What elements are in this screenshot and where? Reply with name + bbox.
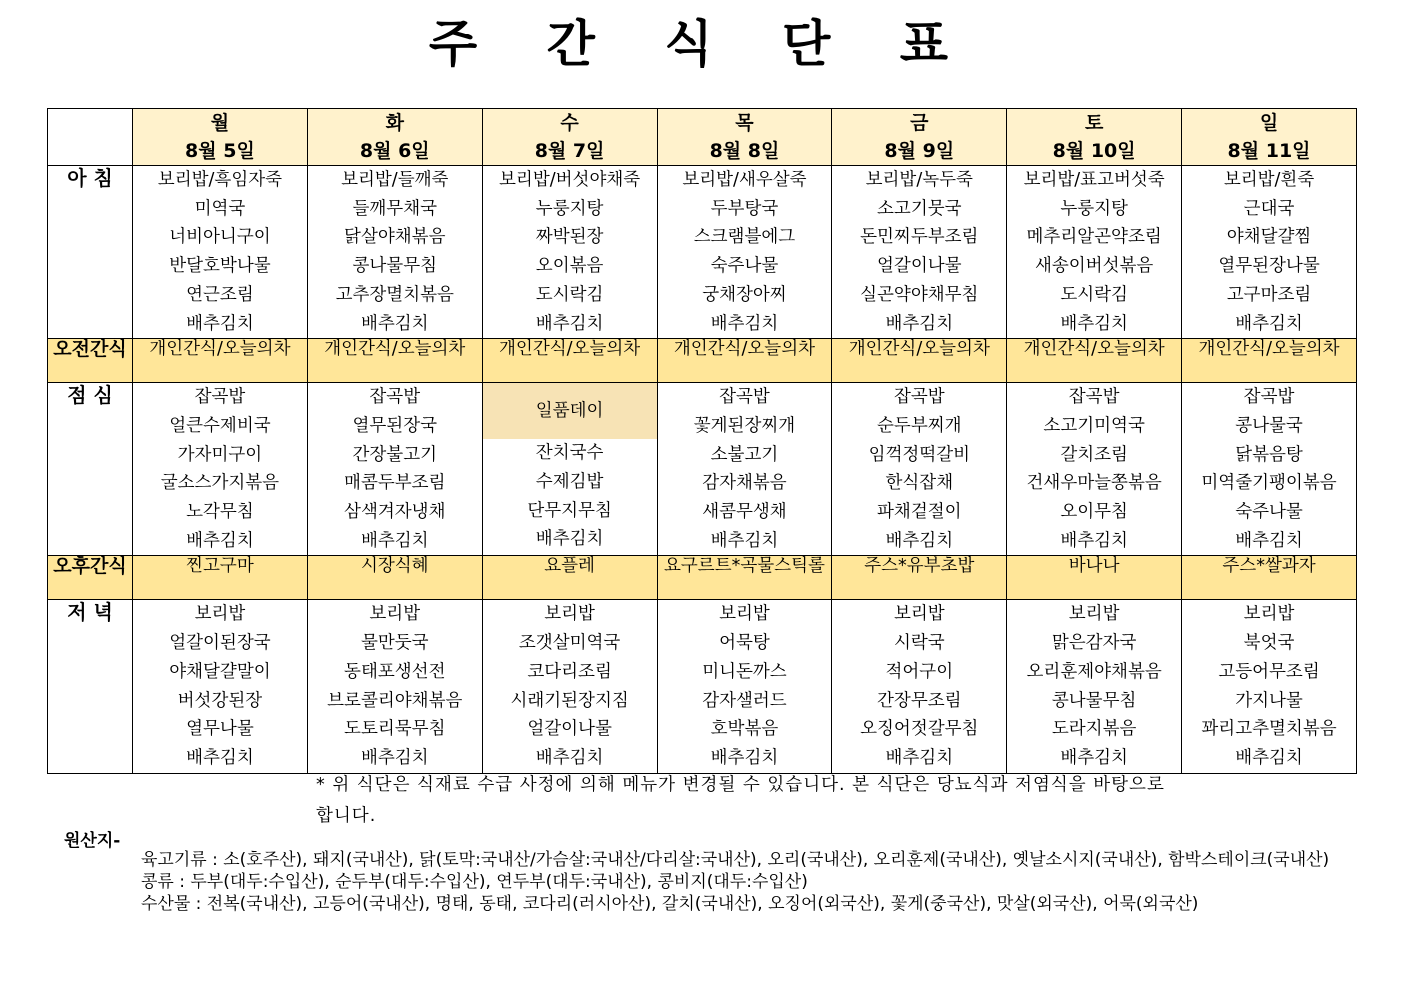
menu-item: 새콤무생채 [702, 502, 787, 523]
menu-item: 반달호박나물 [169, 256, 271, 277]
day-date: 8월 7일 [534, 140, 605, 162]
am-snack-cell: 개인간식/오늘의차 [133, 339, 308, 383]
dinner-label: 저 녁 [48, 600, 133, 773]
lunch-label: 점 심 [48, 383, 133, 556]
lunch-cell [133, 383, 308, 556]
menu-item: 시락국 [893, 633, 945, 654]
menu-item: 야채달걀찜 [1226, 227, 1312, 248]
menu-item: 얼갈이된장국 [169, 633, 271, 654]
menu-item: 배추김치 [535, 747, 604, 768]
menu-item: 얼큰수제비국 [169, 415, 271, 436]
breakfast-cell [307, 166, 482, 339]
menu-item: 브로콜리야채볶음 [327, 690, 463, 711]
menu-item: 간장무조림 [877, 690, 962, 711]
menu-item: 배추김치 [186, 530, 254, 551]
menu-item: 짜박된장 [535, 227, 604, 248]
menu-item: 호박볶음 [710, 719, 779, 740]
menu-item: 가지나물 [1235, 690, 1303, 711]
day-name: 목 [735, 112, 754, 134]
menu-item: 보리밥 [1243, 604, 1295, 625]
menu-item: 가자미구이 [177, 444, 263, 465]
origin-list [141, 849, 1361, 915]
menu-item: 보리밥 [1068, 604, 1120, 625]
day-name: 화 [385, 112, 404, 134]
menu-item: 보리밥 [719, 604, 770, 625]
menu-item: 동태포생선전 [344, 661, 446, 682]
menu-item: 두부탕국 [710, 198, 779, 219]
menu-item: 누룽지탕 [535, 198, 604, 219]
menu-item: 수제김밥 [535, 471, 604, 492]
breakfast-cell [657, 166, 832, 339]
am-snack-cell: 개인간식/오늘의차 [1182, 339, 1357, 383]
menu-item: 잡곡밥 [1243, 387, 1295, 408]
pm-snack-cell: 찐고구마 [133, 556, 308, 600]
menu-item: 너비아니구이 [169, 227, 271, 248]
day-header-wed [482, 109, 657, 166]
menu-item: 한식잡채 [885, 473, 954, 494]
menu-item: 잔치국수 [535, 443, 604, 464]
menu-item: 얼갈이나물 [877, 256, 962, 277]
menu-item: 배추김치 [710, 313, 779, 334]
menu-item: 북엇국 [1243, 633, 1295, 654]
day-date: 8월 6일 [359, 140, 430, 162]
menu-item: 새송이버섯볶음 [1034, 256, 1154, 277]
menu-item: 닭살야채볶음 [344, 227, 446, 248]
pm-snack-cell: 바나나 [1007, 556, 1182, 600]
menu-item: 꽃게된장찌개 [693, 415, 796, 436]
menu-item: 삼색겨자냉채 [344, 502, 446, 523]
pm-snack-cell: 시장식혜 [307, 556, 482, 600]
menu-item: 소고기미역국 [1043, 415, 1145, 436]
menu-item: 미역줄기팽이볶음 [1201, 473, 1337, 494]
day-header-fri [832, 109, 1007, 166]
day-header-mon [133, 109, 308, 166]
menu-item: 미니돈까스 [702, 661, 787, 682]
menu-item: 어묵탕 [719, 633, 770, 654]
menu-item: 열무된장나물 [1218, 256, 1320, 277]
menu-item: 버섯강된장 [177, 690, 263, 711]
breakfast-label: 아 침 [48, 166, 133, 339]
menu-item: 꽈리고추멸치볶음 [1201, 719, 1337, 740]
breakfast-cell [832, 166, 1007, 339]
menu-item: 임꺽정떡갈비 [868, 444, 971, 465]
menu-item: 노각무침 [186, 502, 254, 523]
menu-item: 소불고기 [710, 444, 779, 465]
origin-line-meat: 육고기류 : 소(호주산), 돼지(국내산), 닭(토막:국내산/가슴살:국내산/다리살:국내산), 오리(국내산), 오리훈제(국내산), 옛날소시지(국내산), 함박스테이크(국내산) [141, 850, 1330, 870]
breakfast-row [48, 166, 1357, 339]
menu-item: 배추김치 [1235, 530, 1303, 551]
menu-item: 오징어젓갈무침 [860, 719, 979, 740]
menu-item: 맑은감자국 [1051, 633, 1137, 654]
menu-item: 감자샐러드 [702, 690, 787, 711]
menu-item: 보리밥 [194, 604, 246, 625]
menu-item: 건새우마늘쫑볶음 [1026, 473, 1162, 494]
pm-snack-label: 오후간식 [48, 556, 133, 600]
dinner-cell [133, 600, 308, 773]
menu-item: 보리밥/녹두죽 [865, 170, 973, 190]
dinner-cell [482, 600, 657, 773]
dinner-cell [307, 600, 482, 773]
menu-item: 누룽지탕 [1060, 198, 1128, 219]
origin-line-beans: 콩류 : 두부(대두:수입산), 순두부(대두:수입산), 연두부(대두:국내산), 콩비지(대두:수입산) [141, 872, 808, 892]
menu-item: 배추김치 [710, 747, 779, 768]
menu-item: 연근조림 [186, 284, 254, 305]
menu-item: 보리밥/새우살죽 [682, 170, 807, 190]
day-header-thu [657, 109, 832, 166]
dinner-cell [1182, 600, 1357, 773]
menu-item: 얼갈이나물 [527, 719, 612, 740]
menu-item: 조갯살미역국 [518, 633, 621, 654]
day-date: 8월 10일 [1052, 140, 1136, 162]
dinner-cell [832, 600, 1007, 773]
lunch-cell [1182, 383, 1357, 556]
weekly-menu-table [47, 108, 1357, 774]
menu-item: 잡곡밥 [194, 387, 246, 408]
menu-item: 단무지무침 [527, 500, 612, 521]
day-header-sat [1007, 109, 1182, 166]
menu-item: 감자채볶음 [702, 473, 787, 494]
menu-item: 적어구이 [885, 661, 954, 682]
day-date: 8월 5일 [185, 140, 255, 162]
lunch-cell [1007, 383, 1182, 556]
menu-item: 들깨무채국 [352, 198, 438, 219]
day-date: 8월 8일 [709, 140, 780, 162]
menu-item: 보리밥/표고버섯죽 [1023, 170, 1165, 190]
menu-item: 배추김치 [360, 313, 429, 334]
menu-item: 보리밥 [544, 604, 595, 625]
menu-item: 시래기된장지짐 [510, 690, 629, 711]
menu-item: 보리밥 [893, 604, 945, 625]
origin-line-seafood: 수산물 : 전복(국내산), 고등어(국내산), 명태, 동태, 코다리(러시아산), 갈치(국내산), 오징어(외국산), 꽃게(중국산), 맛살(외국산), 어묵(외국산) [141, 894, 1199, 914]
menu-item: 돈민찌두부조림 [860, 227, 979, 248]
menu-item: 잡곡밥 [1068, 387, 1120, 408]
menu-item: 배추김치 [535, 313, 604, 334]
menu-item: 배추김치 [360, 530, 429, 551]
menu-item: 배추김치 [535, 529, 604, 550]
day-header-sun [1182, 109, 1357, 166]
breakfast-cell [133, 166, 308, 339]
am-snack-cell: 개인간식/오늘의차 [1007, 339, 1182, 383]
menu-item: 배추김치 [1060, 530, 1128, 551]
menu-item: 콩나물무침 [352, 256, 438, 277]
menu-item: 잡곡밥 [369, 387, 421, 408]
menu-item: 배추김치 [1060, 313, 1128, 334]
menu-item: 파채겉절이 [877, 502, 962, 523]
menu-item: 오리훈제야채볶음 [1026, 661, 1162, 682]
am-snack-cell: 개인간식/오늘의차 [307, 339, 482, 383]
pm-snack-cell: 주스*유부초밥 [832, 556, 1007, 600]
menu-item: 미역국 [194, 198, 246, 219]
lunch-row [48, 383, 1357, 556]
menu-item: 배추김치 [1235, 313, 1303, 334]
menu-item: 숙주나물 [710, 256, 779, 277]
menu-item: 잡곡밥 [893, 387, 945, 408]
menu-item: 배추김치 [1235, 747, 1303, 768]
menu-item: 닭볶음탕 [1235, 444, 1303, 465]
menu-item: 도시락김 [535, 284, 604, 305]
day-name: 토 [1084, 112, 1104, 134]
menu-item: 보리밥/버섯야채죽 [499, 170, 641, 190]
menu-item: 배추김치 [885, 313, 954, 334]
menu-item: 도토리묵무침 [344, 719, 446, 740]
menu-item: 고구마조림 [1226, 284, 1312, 305]
menu-item: 실곤약야채무침 [860, 284, 979, 305]
menu-item: 매콤두부조림 [344, 473, 446, 494]
menu-item: 근대국 [1243, 198, 1295, 219]
menu-item: 보리밥 [369, 604, 421, 625]
menu-item: 보리밥/들깨죽 [341, 170, 449, 190]
menu-item: 배추김치 [885, 530, 954, 551]
menu-item: 오이볶음 [535, 256, 604, 277]
menu-item: 메추리알곤약조림 [1026, 227, 1162, 248]
am-snack-label: 오전간식 [48, 339, 133, 383]
lunch-cell [832, 383, 1007, 556]
menu-item: 도라지볶음 [1051, 719, 1137, 740]
menu-item: 오이무침 [1060, 502, 1128, 523]
menu-item: 코다리조림 [527, 661, 612, 682]
menu-item: 배추김치 [186, 313, 254, 334]
breakfast-cell [1007, 166, 1182, 339]
origin-label: 원산지- [64, 831, 121, 851]
dinner-row [48, 600, 1357, 773]
am-snack-cell: 개인간식/오늘의차 [657, 339, 832, 383]
menu-item: 간장불고기 [352, 444, 438, 465]
breakfast-cell [1182, 166, 1357, 339]
day-name: 수 [560, 112, 579, 134]
menu-item: 열무나물 [186, 719, 254, 740]
menu-item: 갈치조림 [1060, 444, 1128, 465]
am-snack-cell: 개인간식/오늘의차 [832, 339, 1007, 383]
lunch-cell [482, 383, 657, 556]
page-title: 주 간 식 단 표 [428, 15, 975, 73]
menu-item: 보리밥/흑임자죽 [157, 170, 283, 190]
menu-change-note: * 위 식단은 식재료 수급 사정에 의해 메뉴가 변경될 수 있습니다. 본 식단은 당뇨식과 저염식을 바탕으로 합니다. [316, 775, 1165, 826]
am-snack-cell: 개인간식/오늘의차 [482, 339, 657, 383]
menu-item: 도시락김 [1060, 284, 1128, 305]
menu-item: 고등어무조림 [1218, 661, 1320, 682]
menu-item: 콩나물국 [1235, 415, 1303, 436]
menu-item: 숙주나물 [1235, 502, 1303, 523]
pm-snack-cell: 요구르트*곡물스틱롤 [657, 556, 832, 600]
menu-item: 소고기뭇국 [877, 198, 962, 219]
menu-item: 순두부찌개 [877, 415, 962, 436]
menu-item: 고추장멸치볶음 [335, 284, 454, 305]
menu-item: 배추김치 [885, 747, 954, 768]
pm-snack-cell: 주스*쌀과자 [1182, 556, 1357, 600]
breakfast-cell [482, 166, 657, 339]
menu-item: 콩나물무침 [1051, 690, 1137, 711]
menu-item: 배추김치 [186, 747, 254, 768]
lunch-cell [657, 383, 832, 556]
day-date: 8월 11일 [1227, 140, 1311, 162]
am-snack-row [48, 339, 1357, 383]
menu-item: 열무된장국 [352, 415, 438, 436]
day-name: 금 [910, 112, 929, 134]
corner-cell [48, 109, 133, 166]
day-date: 8월 9일 [884, 140, 955, 162]
menu-item: 보리밥/흰죽 [1223, 170, 1315, 190]
menu-item: 잡곡밥 [719, 387, 770, 408]
lunch-cell [307, 383, 482, 556]
day-name: 월 [210, 112, 230, 134]
day-header-tue [307, 109, 482, 166]
dinner-cell [657, 600, 832, 773]
special-day-badge: 일품데이 [483, 383, 657, 439]
menu-item: 배추김치 [1060, 747, 1128, 768]
menu-item: 물만둣국 [360, 633, 429, 654]
day-name: 일 [1259, 112, 1279, 134]
pm-snack-row [48, 556, 1357, 600]
pm-snack-cell: 요플레 [482, 556, 657, 600]
menu-item: 굴소스가지볶음 [160, 473, 280, 494]
menu-item: 스크램블에그 [693, 227, 796, 248]
menu-item: 야채달걀말이 [169, 661, 271, 682]
day-header-row [48, 109, 1357, 166]
menu-item: 배추김치 [710, 530, 779, 551]
menu-item: 궁채장아찌 [702, 284, 787, 305]
menu-item: 배추김치 [360, 747, 429, 768]
dinner-cell [1007, 600, 1182, 773]
